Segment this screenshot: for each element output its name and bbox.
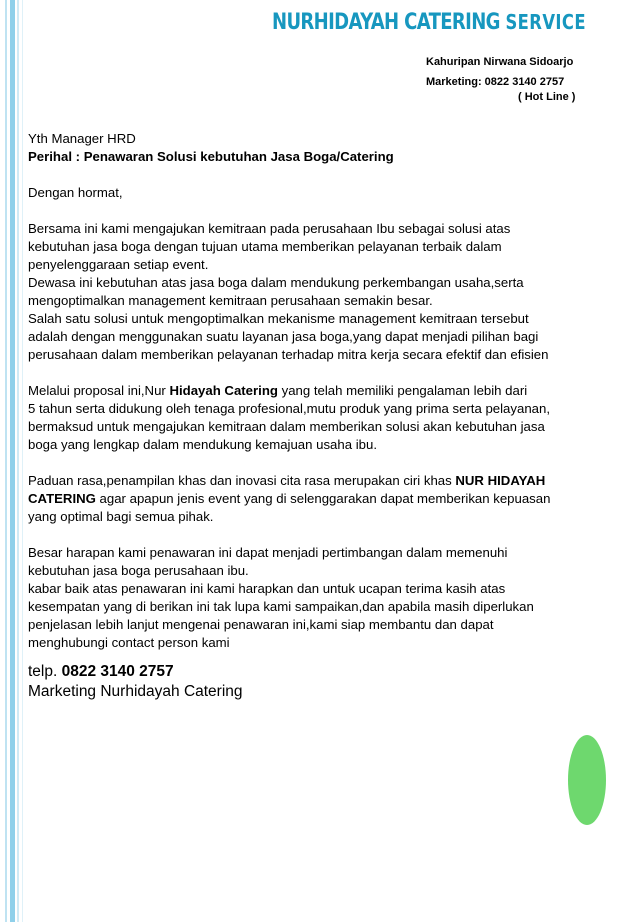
- text-line: mengoptimalkan management kemitraan perusahaan semakin besar.: [28, 293, 433, 308]
- company-address: Kahuripan Nirwana Sidoarjo: [426, 56, 574, 68]
- text-line: kesempatan yang di berikan ini tak lupa kami sampaikan,dan apabila masih diperlukan: [28, 599, 534, 614]
- text-line: yang optimal bagi semua pihak.: [28, 509, 214, 524]
- company-title: NURHIDAYAH CATERING SERVICE: [272, 10, 586, 35]
- text-line: Bersama ini kami mengajukan kemitraan pada perusahaan Ibu sebagai solusi atas: [28, 221, 511, 236]
- paragraph-1: [28, 220, 608, 364]
- paragraph-3: [28, 472, 608, 526]
- text-line: Besar harapan kami penawaran ini dapat menjadi pertimbangan dalam memenuhi: [28, 545, 508, 560]
- left-border-stripe: [22, 0, 23, 922]
- left-border-stripe: [5, 0, 7, 922]
- recipient: Yth Manager HRD: [28, 131, 136, 146]
- text-line: perusahaan dalam memberikan pelayanan terhadap mitra kerja secara efektif dan efisien: [28, 347, 549, 362]
- text-line: penyelenggaraan setiap event.: [28, 257, 209, 272]
- marketing-phone: Marketing: 0822 3140 2757: [426, 76, 565, 88]
- text-line: Salah satu solusi untuk mengoptimalkan mekanisme management kemitraan tersebut: [28, 311, 529, 326]
- decorative-green-oval: [568, 735, 606, 825]
- paragraph-2: [28, 382, 608, 454]
- text-line: penjelasan lebih lanjut mengenai penawaran ini,kami siap membantu dan dapat: [28, 617, 494, 632]
- paragraph-4: [28, 544, 608, 652]
- greeting: Dengan hormat,: [28, 185, 123, 200]
- text-line: boga yang lengkap dalam mendukung kemajuan usaha ibu.: [28, 437, 377, 452]
- text-line: menghubungi contact person kami: [28, 635, 230, 650]
- hotline-label: ( Hot Line ): [518, 91, 576, 103]
- signature: Marketing Nurhidayah Catering: [28, 683, 243, 700]
- text-line: kebutuhan jasa boga perusahaan ibu.: [28, 563, 249, 578]
- text-line: bermaksud untuk mengajukan kemitraan dalam memberikan solusi akan kebutuhan jasa: [28, 419, 545, 434]
- left-border-stripe: [17, 0, 19, 922]
- text-line: kabar baik atas penawaran ini kami harapkan dan untuk ucapan terima kasih atas: [28, 581, 506, 596]
- text-line: Melalui proposal ini,Nur Hidayah Catering yang telah memiliki pengalaman lebih dari: [28, 383, 528, 398]
- text-line: 5 tahun serta didukung oleh tenaga profesional,mutu produk yang prima serta pelayanan,: [28, 401, 550, 416]
- contact-phone: telp. 0822 3140 2757: [28, 663, 174, 680]
- left-border-stripe: [10, 0, 15, 922]
- text-line: CATERING agar apapun jenis event yang di selenggarakan dapat memberikan kepuasan: [28, 491, 551, 506]
- letter-body: [28, 130, 608, 702]
- letter-subject: Perihal : Penawaran Solusi kebutuhan Jasa Boga/Catering: [28, 149, 394, 164]
- text-line: kebutuhan jasa boga dengan tujuan utama memberikan pelayanan terbaik dalam: [28, 239, 502, 254]
- text-line: adalah dengan menggunakan suatu layanan jasa boga,yang dapat menjadi pilihan bagi: [28, 329, 539, 344]
- text-line: Dewasa ini kebutuhan atas jasa boga dalam mendukung perkembangan usaha,serta: [28, 275, 524, 290]
- text-line: Paduan rasa,penampilan khas dan inovasi cita rasa merupakan ciri khas NUR HIDAYAH: [28, 473, 546, 488]
